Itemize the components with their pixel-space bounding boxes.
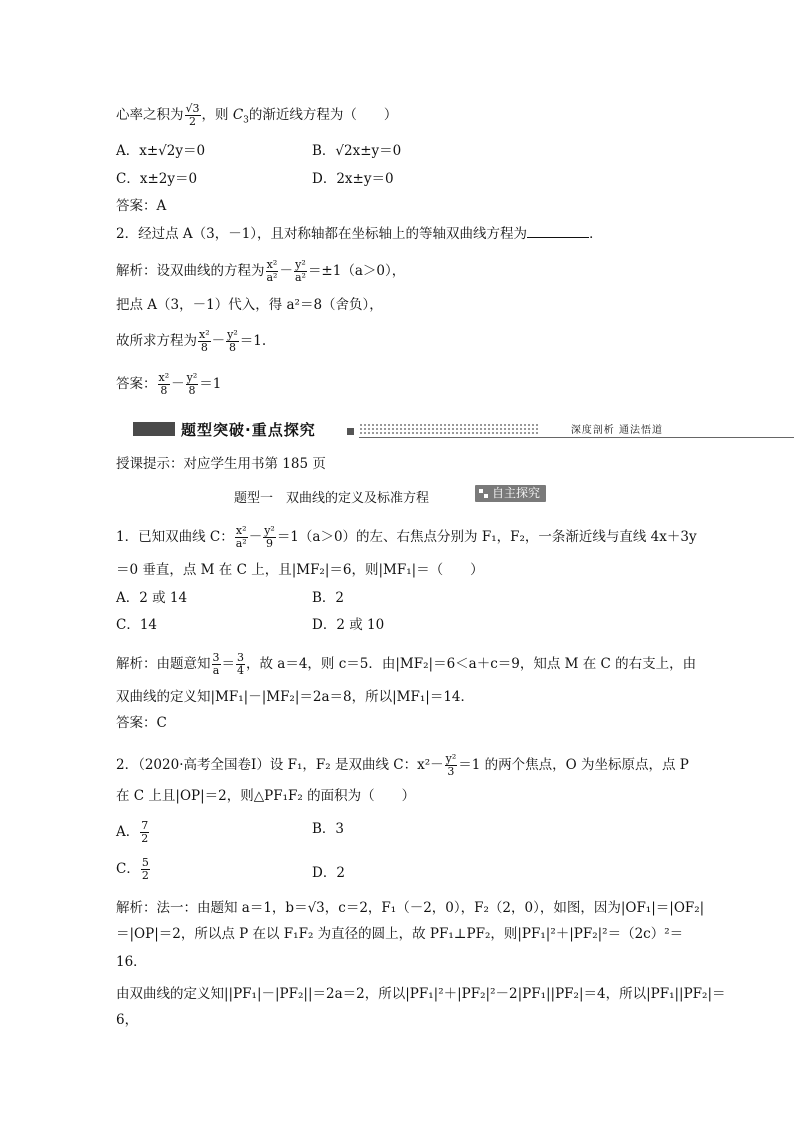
section-banner bbox=[133, 420, 663, 440]
text: 解析：设双曲线的方程为 bbox=[116, 263, 265, 279]
numerator: y² bbox=[227, 328, 238, 341]
numerator: y² bbox=[264, 524, 275, 537]
option-b: B．√2x±y＝0 bbox=[312, 143, 402, 159]
solution-line: 由双曲线的定义知||PF₁|－|PF₂||＝2a＝2，所以|PF₁|²＋|PF₂|²－2|PF₁||PF₂|＝4，所以|PF₁||PF₂|＝ bbox=[116, 986, 726, 1002]
question-2 bbox=[116, 753, 689, 778]
text: ＝±1（a＞0）， bbox=[307, 263, 406, 279]
question-1-cont: ＝0 垂直，点 M 在 C 上，且|MF₂|＝6，则|MF₁|＝（ ） bbox=[116, 562, 484, 578]
text: ＝1. bbox=[239, 333, 267, 349]
fraction bbox=[185, 103, 201, 128]
solution-line: ＝|OP|＝2，所以点 P 在以 F₁F₂ 为直径的圆上，故 PF₁⊥PF₂，则|PF₁|²＋|PF₂|²＝（2c）²＝ bbox=[116, 926, 684, 942]
grid-icon bbox=[479, 489, 488, 498]
section-title: 题型一 双曲线的定义及标准方程 bbox=[234, 491, 430, 506]
option-b: B．3 bbox=[312, 821, 345, 837]
denominator: 2 bbox=[189, 115, 196, 128]
solution-line: 解析：法一：由题知 a＝1，b＝√3，c＝2，F₁（－2，0），F₂（2，0），如图，因为|OF₁|＝|OF₂| bbox=[116, 900, 705, 916]
fraction bbox=[445, 753, 458, 778]
denominator: 3 bbox=[447, 765, 455, 778]
option-c: C．x±2y＝0 bbox=[116, 171, 198, 187]
text: 故所求方程为 bbox=[116, 333, 197, 349]
option-d: D．2 或 10 bbox=[312, 617, 385, 633]
denominator: 4 bbox=[237, 664, 244, 677]
numerator: 3 bbox=[237, 651, 244, 664]
text: ． bbox=[589, 226, 603, 242]
numerator: x² bbox=[158, 371, 170, 384]
numerator: x² bbox=[235, 524, 247, 537]
denominator: a² bbox=[266, 271, 278, 284]
fraction bbox=[294, 259, 307, 284]
solution-line: 16． bbox=[116, 954, 147, 970]
text: 心率之积为 bbox=[116, 107, 184, 123]
text: 1．已知双曲线 C： bbox=[116, 529, 234, 545]
denominator: a² bbox=[235, 537, 247, 550]
denominator: 8 bbox=[200, 341, 208, 354]
denominator: 8 bbox=[160, 384, 168, 397]
banner-subtitle: 深度剖析 通法悟道 bbox=[570, 425, 663, 436]
denominator: 2 bbox=[141, 832, 149, 845]
fraction bbox=[140, 820, 149, 845]
option-d: D．2x±y＝0 bbox=[312, 171, 394, 187]
text: ，故 a＝4，则 c＝5．由|MF₂|＝6＜a＋c＝9，知点 M 在 C 的右支上，由 bbox=[246, 656, 697, 672]
answer: 答案：C bbox=[116, 715, 167, 731]
fraction bbox=[236, 652, 245, 677]
answer-blank bbox=[527, 225, 589, 238]
banner-title: 题型突破·重点探究 bbox=[181, 421, 316, 439]
numerator: y² bbox=[445, 752, 457, 765]
solution-line: 双曲线的定义知|MF₁|－|MF₂|＝2a＝8，所以|MF₁|＝14． bbox=[116, 689, 475, 705]
answer: 答案： $\frac{\text{x²}}{8}$ － $\frac{\text{y²}}{8}$ ＝1 bbox=[116, 371, 222, 397]
fraction bbox=[186, 372, 199, 397]
banner-square bbox=[347, 428, 354, 435]
denominator: 8 bbox=[228, 341, 236, 354]
denominator: a bbox=[212, 664, 220, 677]
banner-block bbox=[133, 422, 175, 436]
banner-rule bbox=[359, 437, 794, 438]
numerator: 3 bbox=[212, 651, 220, 664]
text: ＝1 bbox=[199, 376, 222, 392]
solution-line: 把点 A（3，－1）代入，得 a²＝8（舍负）， bbox=[116, 297, 383, 313]
fraction bbox=[235, 525, 248, 550]
option-c bbox=[116, 857, 151, 882]
question-2-cont: 在 C 上且|OP|＝2，则△PF₁F₂ 的面积为（ ） bbox=[116, 788, 416, 804]
denominator: a² bbox=[294, 271, 306, 284]
text: 解析：由题意知 bbox=[116, 656, 211, 672]
text: A． bbox=[116, 824, 140, 840]
fraction bbox=[198, 329, 211, 354]
fraction bbox=[212, 652, 221, 677]
numerator: √3 bbox=[185, 102, 200, 115]
numerator: 7 bbox=[141, 819, 149, 832]
solution-line: 解析：设双曲线的方程为 $\frac{\text{x²}}{\text{a²}}$ － $\frac{\text{y²}}{\text{a²}}$ ＝±1（a＞0）， bbox=[116, 258, 406, 284]
question-2 bbox=[116, 225, 603, 243]
hint: 授课提示：对应学生用书第 185 页 bbox=[116, 456, 326, 472]
question-1: 1．已知双曲线 C： $\frac{\text{x²}}{\text{a²}}$ － $\frac{\text{y²}}{9}$ ＝1（a＞0）的左、右焦点分别为 F₁，F₂，一条渐近线与直线 4x＋3y bbox=[116, 524, 697, 550]
numerator: 5 bbox=[141, 856, 149, 869]
option-b: B．2 bbox=[312, 590, 345, 606]
solution-line: 故所求方程为 $\frac{\text{x²}}{8}$ － $\frac{\text{y²}}{8}$ ＝1. bbox=[116, 328, 267, 354]
text: 的渐近线方程为（ ） bbox=[248, 107, 398, 123]
fraction bbox=[141, 857, 150, 882]
text-line: 心率之积为 $\frac{√3}{2}$ ，则 $C_3$的渐近线方程为（ ） bbox=[116, 102, 398, 128]
solution-line: 解析：由题意知 $\frac{3}{a}$ ＝ $\frac{3}{4}$ ，故 a＝4，则 c＝5．由|MF₂|＝6＜a＋c＝9，知点 M 在 C 的右支上，由 bbox=[116, 651, 697, 677]
denominator: 9 bbox=[266, 537, 273, 550]
numerator: x² bbox=[266, 258, 278, 271]
fraction bbox=[226, 329, 239, 354]
numerator: y² bbox=[295, 258, 306, 271]
answer: 答案：A bbox=[116, 198, 167, 214]
text: C． bbox=[116, 861, 140, 877]
option-a: A．2 或 14 bbox=[116, 590, 188, 606]
tag-label: 自主探究 bbox=[492, 486, 541, 500]
denominator: 8 bbox=[188, 384, 196, 397]
text: 2．（2020·高考全国卷Ⅰ）设 F₁，F₂ 是双曲线 C：x²－ bbox=[116, 757, 444, 773]
text: 2．经过点 A（3，－1），且对称轴都在坐标轴上的等轴双曲线方程为 bbox=[116, 226, 528, 242]
option-a bbox=[116, 820, 150, 845]
numerator: x² bbox=[199, 328, 210, 341]
denominator: 2 bbox=[141, 869, 149, 882]
text: ，则 bbox=[201, 107, 229, 123]
option-d: D．2 bbox=[312, 865, 345, 881]
option-a: A．x±√2y＝0 bbox=[116, 143, 206, 159]
option-c: C．14 bbox=[116, 617, 158, 633]
numerator: y² bbox=[186, 371, 198, 384]
solution-line: 6， bbox=[116, 1012, 139, 1028]
text: ＝1（a＞0）的左、右焦点分别为 F₁，F₂，一条渐近线与直线 4x＋3y bbox=[276, 529, 697, 545]
fraction bbox=[266, 259, 279, 284]
section-tag bbox=[475, 485, 546, 502]
text: 答案： bbox=[116, 376, 157, 392]
banner-dots bbox=[359, 423, 539, 435]
fraction bbox=[263, 525, 276, 550]
fraction bbox=[158, 372, 171, 397]
text: ＝1 的两个焦点，O 为坐标原点，点 P bbox=[458, 757, 689, 773]
